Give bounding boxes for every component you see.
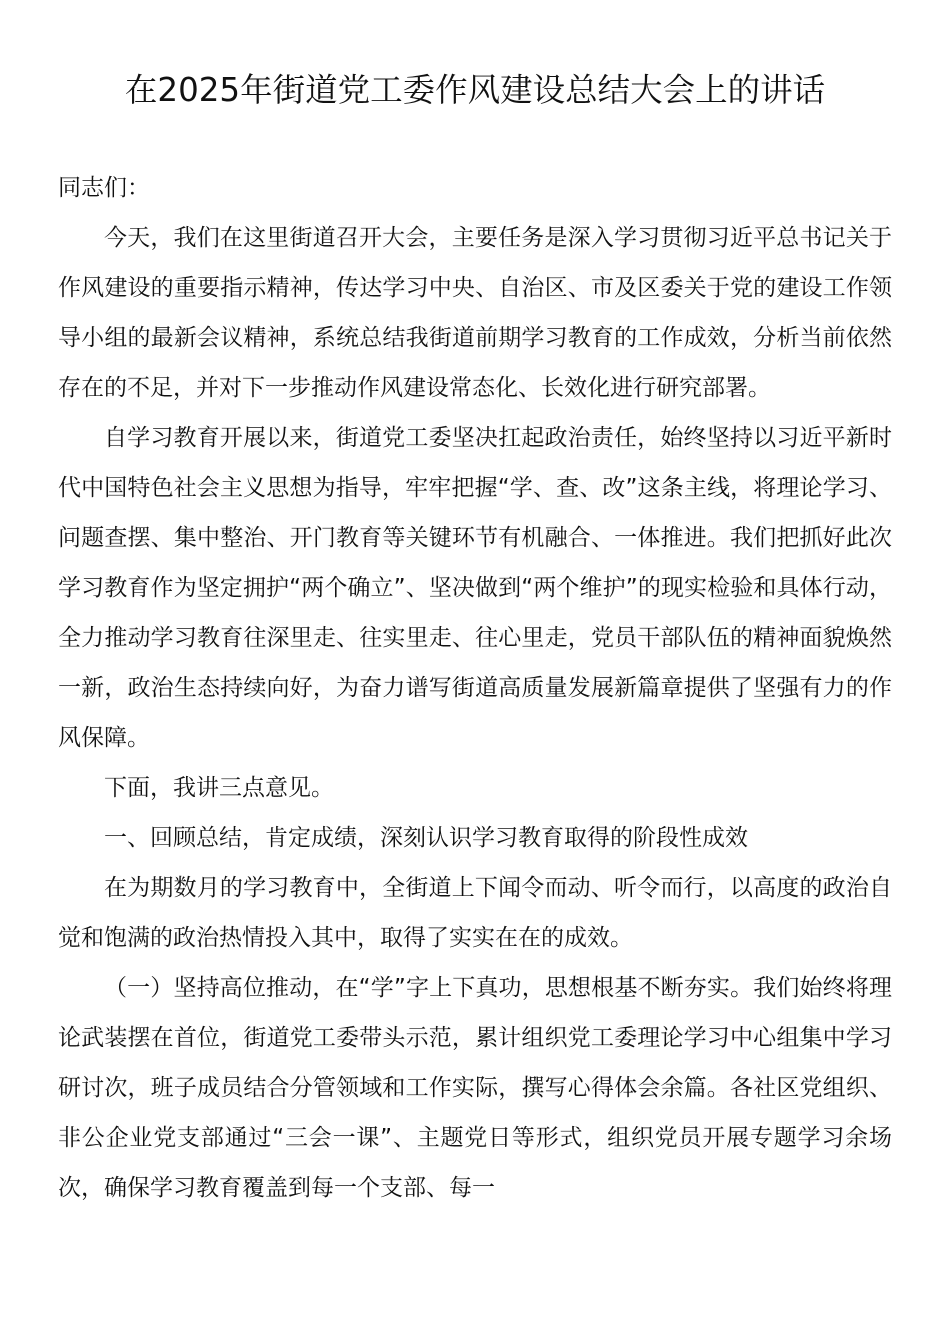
document-title: 在2025年街道党工委作风建设总结大会上的讲话 bbox=[124, 71, 826, 109]
paragraph-achievements: 自学习教育开展以来，街道党工委坚决扛起政治责任，始终坚持以习近平新时代中国特色社会主义思想为指导，牢牢把握“学、查、改”这条主线，将理论学习、问题查摆、集中整治、开门教育等关键环节有机融合、一体推进。我们把抓好此次学习教育作为坚定拥护“两个确立”、坚决做到“两个维护”的现实检验和具体行动，全力推动学习教育往深里走、往实里走、往心里走，党员干部队伍的精神面貌焕然一新，政治生态持续向好，为奋力谱写街道高质量发展新篇章提供了坚强有力的作风保障。 bbox=[58, 425, 892, 751]
section-1-paragraph: 在为期数月的学习教育中，全街道上下闻令而动、听令而行，以高度的政治自觉和饱满的政治热情投入其中，取得了实实在在的成效。 bbox=[58, 875, 892, 951]
subsection-1-paragraph: （一）坚持高位推动，在“学”字上下真功，思想根基不断夯实。我们始终将理论武装摆在首位，街道党工委带头示范，累计组织党工委理论学习中心组集中学习研讨次，班子成员结合分管领域和工作实际，撰写心得体会余篇。各社区党组织、非公企业党支部通过“三会一课”、主题党日等形式，组织党员开展专题学习余场次，确保学习教育覆盖到每一个支部、每一 bbox=[58, 975, 892, 1201]
paragraph-outline: 下面，我讲三点意见。 bbox=[104, 775, 334, 801]
paragraph-intro: 今天，我们在这里街道召开大会，主要任务是深入学习贯彻习近平总书记关于作风建设的重要指示精神，传达学习中央、自治区、市及区委关于党的建设工作领导小组的最新会议精神，系统总结我街道前期学习教育的工作成效，分析当前依然存在的不足，并对下一步推动作风建设常态化、长效化进行研究部署。 bbox=[58, 225, 892, 401]
section-heading-1: 一、回顾总结，肯定成绩，深刻认识学习教育取得的阶段性成效 bbox=[104, 825, 748, 851]
salutation: 同志们： bbox=[58, 175, 150, 201]
document-body bbox=[58, 163, 892, 1213]
